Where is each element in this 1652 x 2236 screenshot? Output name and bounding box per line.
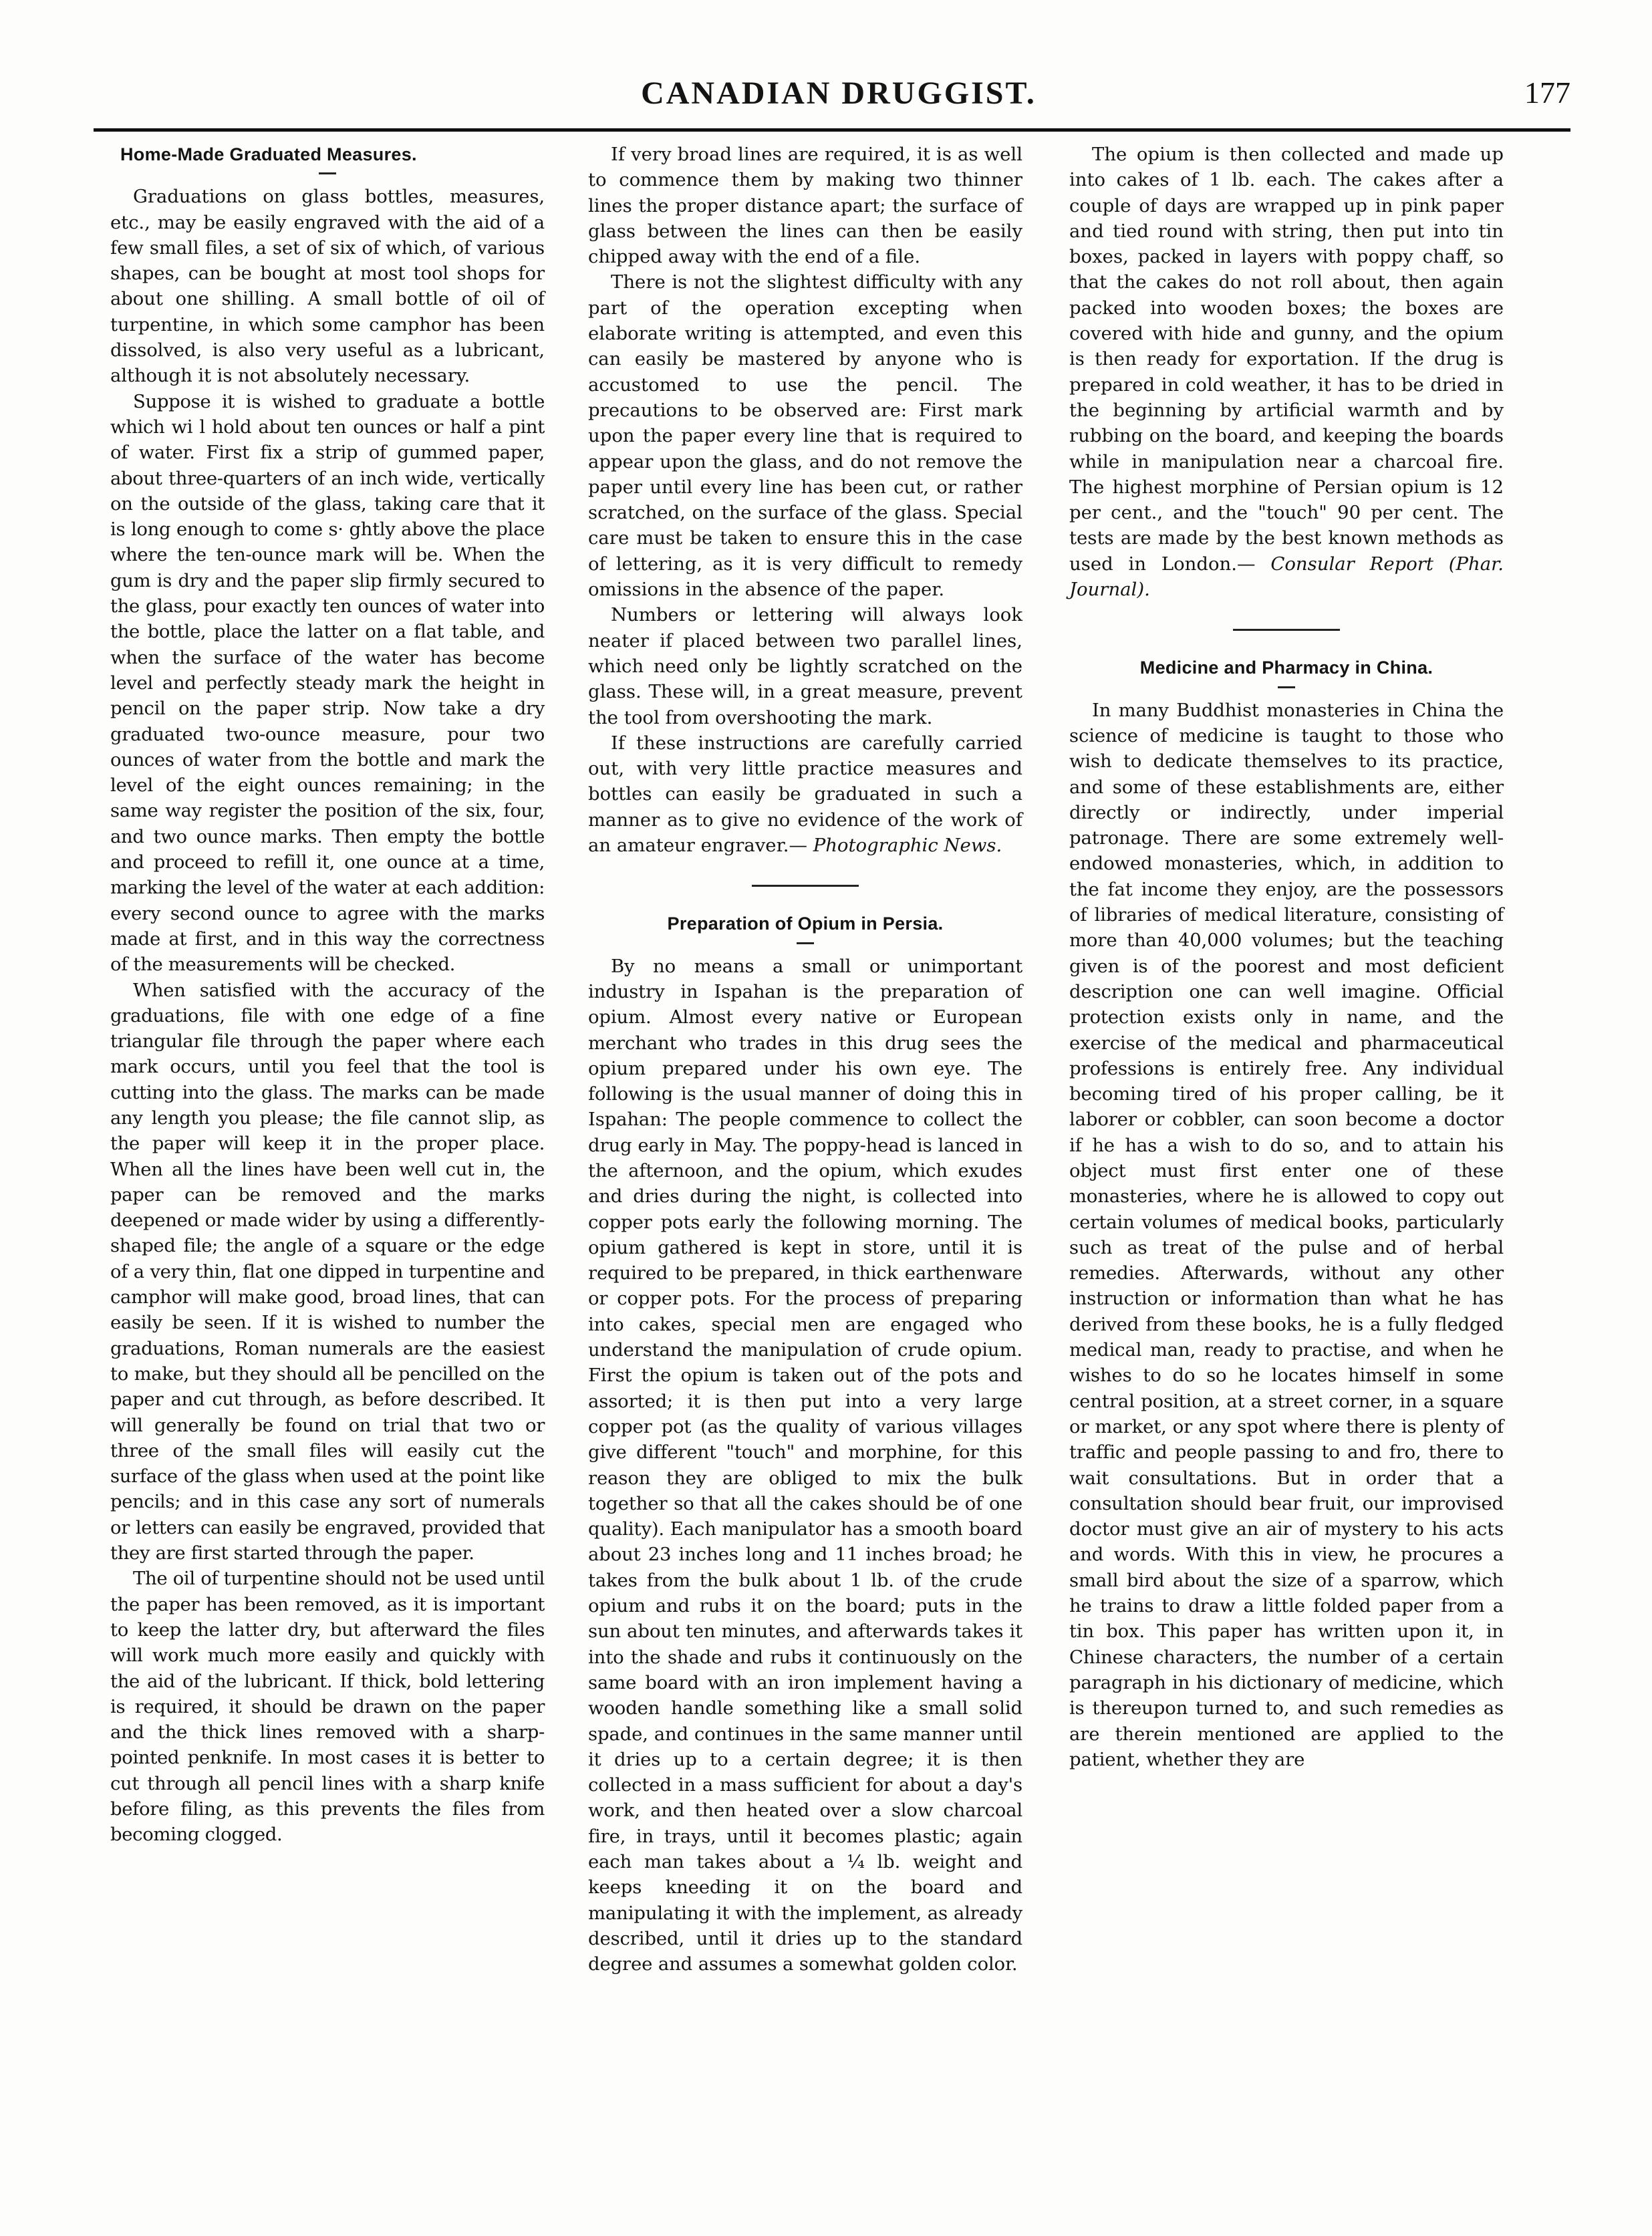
title-dash <box>319 172 336 174</box>
title-dash <box>797 942 814 944</box>
article-title-opium: Preparation of Opium in Persia. <box>667 914 944 934</box>
article-title-measures: Home-Made Graduated Measures. <box>120 144 417 164</box>
running-head <box>107 75 1570 127</box>
paragraph: In many Buddhist monasteries in China the science of medicine is taught to those who wish to dedicate themselves to its practice, and some of these establishments are, either directly or indirectly, under imperial patronage. There are some extremely well-endowed monasteries, which, in addition to the fat income they enjoy, are the possessors of libraries of medical literature, consisting of more than 40,000 volumes; but the teaching given is of the poorest and most deficient description one can well imagine. Official protection exists only in name, and the exercise of the medical and pharmaceutical professions is entirely free. Any individual becoming tired of his proper calling, be it laborer or cobbler, can soon become a doctor if he has a wish to do so, and to attain his object must first enter one of these monasteries, where he is allowed to copy out certain volumes of medical books, particularly such as treat of the pulse and of herbal remedies. Afterwards, without any other instruction or information than what he has derived from these books, he is a fully fledged medical man, ready to practise, and when he wishes to do so he locates himself in some central position, at a street corner, in a square or market, or any spot where there is plenty of traffic and people passing to and fro, there to wait consultations. But in order that a consultation should bear fruit, our improvised doctor must give an air of mystery to his acts and words. With this in view, he procures a small bird about the size of a sparrow, which he trains to draw a little folded paper from a tin box. This paper has written upon it, in Chinese characters, the number of a certain paragraph in his dictionary of medicine, which is thereupon turned to, and such remedies as are therein mentioned are applied to the patient, whether they are <box>1069 699 1504 1770</box>
title-dash <box>1278 686 1295 688</box>
page-number: 177 <box>1524 76 1570 110</box>
column-2 <box>588 142 1022 1977</box>
paragraph-text: The opium is then collected and made up into cakes of 1 lb. each. The cakes after a couple of days are wrapped up in pink paper and tied round with string, then put into tin boxes, packed in layers with poppy chaff, so that the cakes do not roll about, then again packed into wooden boxes; the boxes are covered with hide and gunny, and the opium is then ready for exportation. If the drug is prepared in cold weather, it has to be dried in the beginning by artificial warmth and by rubbing on the board, and keeping the boards while in manipulation near a charcoal fire. The highest morphine of Persian opium is 12 per cent., and the "touch" 90 per cent. The tests are made by the best known methods as used in London.— <box>1069 144 1504 575</box>
paragraph-last <box>588 730 1022 858</box>
paragraph: If very broad lines are required, it is as well to commence them by making two thinner lines the proper distance apart; the surface of glass between the lines can then be easily chipped away with the end of a file. <box>588 144 1022 268</box>
paragraph: When satisfied with the accuracy of the graduations, file with one edge of a fine triangular file through the paper where each mark occurs, until you feel that the tool is cutting into the glass. The marks can be made any length you please; the file cannot slip, as the paper will keep it in the proper place. When all the lines have been well cut in, the paper can be removed and the marks deepened or made wider by using a differently-shaped file; the angle of a square or the edge of a very thin, flat one dipped in turpentine and camphor will make good, broad lines, that can easily be seen. If it is wished to number the graduations, Roman numerals are the easiest to make, but they should all be pencilled on the paper and cut through, as before described. It will generally be found on trial that two or three of the small files will easily cut the surface of the glass when used at the point like pencils; and in this case any sort of numerals or letters can easily be engraved, provided that they are first started through the paper. <box>110 979 545 1564</box>
paragraph: The oil of turpentine should not be used until the paper has been removed, as it is important to keep the latter dry, but afterward the files will work much more easily and quickly with the aid of the lubricant. If thick, bold lettering is required, it should be drawn on the paper and the thick lines removed with a sharp-pointed penknife. In most cases it is better to cut through all pencil lines with a sharp knife before filing, as this prevents the files from becoming clogged. <box>110 1568 545 1846</box>
paragraph: There is not the slightest difficulty with any part of the operation excepting when elaborate writing is attempted, and even this can easily be mastered by anyone who is accustomed to use the pencil. The precautions to be observed are: First mark upon the paper every line that is required to appear upon the glass, and do not remove the paper until every line has been cut, or rather scratched, on the surface of the glass. Special care must be taken to ensure this in the case of lettering, as it is very difficult to remedy omissions in the absence of the paper. <box>588 271 1022 601</box>
paragraph: By no means a small or unimportant industry in Ispahan is the preparation of opium. Almost every native or European merchant who trades in this drug sees the opium prepared under his own eye. The following is the usual manner of doing this in Ispahan: The people commence to collect the drug early in May. The poppy-head is lanced in the afternoon, and the opium, which exudes and dries during the night, is collected into copper pots early the following morning. The opium gathered is kept in store, until it is required to be prepared, in thick earthenware or copper pots. For the process of preparing into cakes, special men are engaged who understand the manipulation of crude opium. First the opium is taken out of the pots and assorted; it is then put into a very large copper pot (as the quality of various villages give different "touch" and morphine, for this reason they are obliged to mix the bulk together so that all the cakes should be of one quality). Each manipulator has a smooth board about 23 inches long and 11 inches broad; he takes from the bulk about 1 lb. of the crude opium and rubs it on the board; puts in the sun about ten minutes, and afterwards takes it into the shade and rubs it continuously on the same board with an iron implement having a wooden handle something like a small solid spade, and continues in the same manner until it dries up to a certain degree; it is then collected in a mass sufficient for about a day's work, and then heated over a slow charcoal fire, in trays, until it becomes plastic; again each man takes about a ¼ lb. weight and keeps kneeding it on the board and manipulating it with the implement, as already described, until it dries up to the standard degree and assumes a somewhat golden color. <box>588 955 1022 1975</box>
source-citation: Consular Report (Phar. Journal). <box>1069 553 1504 601</box>
column-1 <box>110 142 545 1848</box>
section-rule <box>1233 629 1340 631</box>
paragraph: Suppose it is wished to graduate a bottle which wi l hold about ten ounces or half a pint of water. First fix a strip of gummed paper, about three-quarters of an inch wide, vertically on the outside of the glass, taking care that it is long enough to come s· ghtly above the place where the ten-ounce mark will be. When the gum is dry and the paper slip firmly secured to the glass, pour exactly ten ounces of water into the bottle, place the latter on a flat table, and when the surface of the water has become level and perfectly steady mark the height in pencil on the paper strip. Now take a dry graduated two-ounce measure, pour two ounces of water from the bottle and mark the level of the eight ounces remaining; in the same way register the position of the six, four, and two ounce marks. Then empty the bottle and proceed to refill it, one ounce at a time, marking the level of the water at each addition: every second ounce to agree with the marks made at first, and in this way the correctness of the measurements will be checked. <box>110 390 545 976</box>
paragraph-last <box>1069 142 1504 602</box>
source-citation: Photographic News. <box>813 835 1002 857</box>
paragraph: Numbers or lettering will always look neater if placed between two parallel lines, which need only be lightly scratched on the glass. These will, in a great measure, prevent the tool from overshooting the mark. <box>588 604 1022 728</box>
journal-title: CANADIAN DRUGGIST. <box>641 76 1037 111</box>
column-3 <box>1069 142 1504 1772</box>
paragraph-text: If these instructions are carefully carried out, with very little practice measures and bottles can easily be graduated in such a manner as to give no evidence of the work of an amateur engraver.— <box>588 732 1022 857</box>
article-title-china: Medicine and Pharmacy in China. <box>1139 658 1433 678</box>
header-rule <box>94 128 1570 132</box>
paragraph: Graduations on glass bottles, measures, etc., may be easily engraved with the aid of a few small files, a set of six of which, of various shapes, can be bought at most tool shops for about one shilling. A small bottle of oil of turpentine, in which some camphor has been dissolved, is also very useful as a lubricant, although it is not absolutely necessary. <box>110 186 545 387</box>
section-rule <box>752 885 859 887</box>
